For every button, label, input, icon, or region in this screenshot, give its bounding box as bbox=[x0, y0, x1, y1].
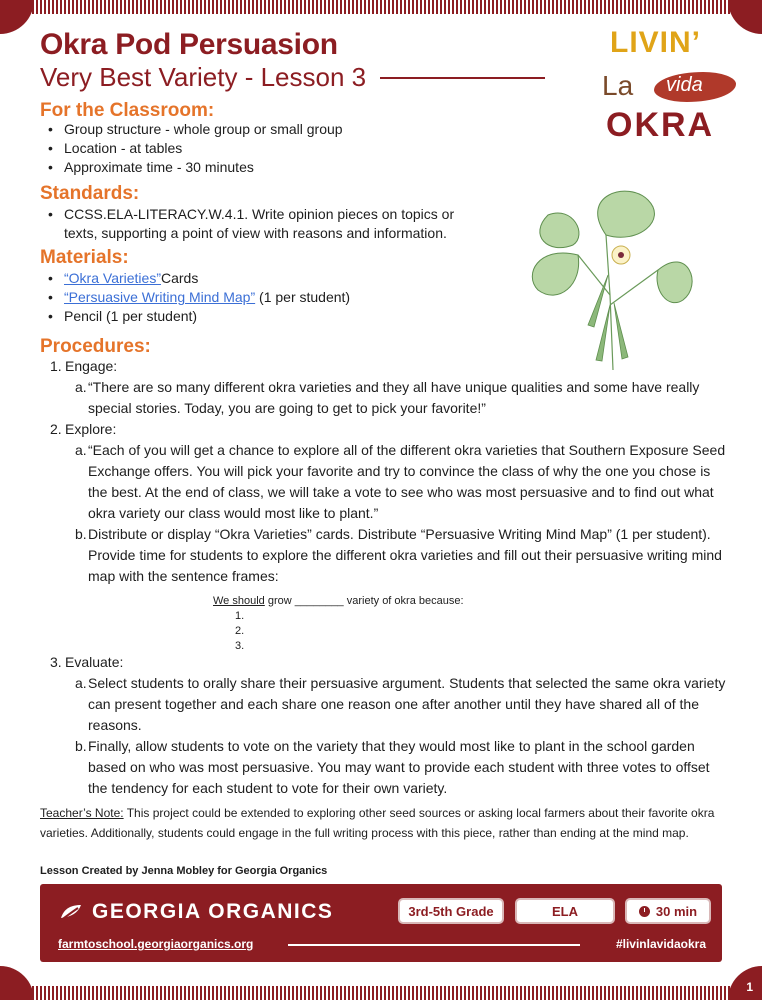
top-border-strip bbox=[0, 0, 762, 14]
procedure-step: 1. Engage: bbox=[50, 358, 118, 374]
grade-badge: 3rd-5th Grade bbox=[398, 898, 504, 924]
list-item: 1. bbox=[235, 610, 245, 622]
footer-rule bbox=[288, 944, 580, 946]
page-subtitle: Very Best Variety - Lesson 3 bbox=[40, 62, 367, 92]
classroom-list bbox=[46, 120, 343, 177]
procedures-heading: Procedures: bbox=[40, 336, 151, 357]
logo-line-2b: vida bbox=[666, 74, 703, 96]
procedure-substep: a. “Each of you will get a chance to explore all of the different okra varieties that Southern Exposure Seed Exchange offers. You will pick your favorite and try to convince the class of why the one you chose is the best. At the end of class, we will take a vote to see who was most persuasive and to find out what okra variety our class would most like to plant.” bbox=[75, 442, 726, 521]
subtitle-rule bbox=[380, 77, 545, 79]
footer-hashtag: #livinlavidaokra bbox=[615, 937, 706, 951]
frame-list bbox=[213, 609, 730, 654]
time-badge: 30 min bbox=[625, 898, 711, 924]
procedure-substep: b. Finally, allow students to vote on the variety that they would most like to plant in the school garden based on who was most persuasive. You may want to provide each student with three votes to offset the tendency for each student to vote for their own variety. bbox=[75, 738, 710, 796]
sprout-icon bbox=[58, 902, 84, 922]
list-item: • CCSS.ELA-LITERACY.W.4.1. Write opinion pieces on topics or texts, supporting a point of view with reasons and information. bbox=[46, 205, 486, 243]
subtitle-row bbox=[40, 62, 545, 93]
procedure-substep: b. Distribute or display “Okra Varieties” cards. Distribute “Persuasive Writing Mind Map” (1 per student). Provide time for students to explore the different okra varieties and fill out their persuasive writing mind map with the sentence frames: bbox=[75, 526, 722, 584]
okra-varieties-link[interactable]: “Okra Varieties” bbox=[64, 270, 161, 286]
teachers-note: Teacher’s Note: This project could be extended to exploring other seed sources or asking local farmers about their favorite okra varieties. Additionally, students could engage in the full writing process with this piece, rather than ending at the mind map. bbox=[40, 806, 715, 840]
list-item: 3. bbox=[235, 640, 245, 652]
procedure-step: 2. Explore: bbox=[50, 421, 117, 437]
okra-plant-illustration bbox=[518, 175, 703, 370]
note-label: Teacher’s Note: bbox=[40, 806, 124, 820]
corner-decoration bbox=[728, 966, 762, 1000]
corner-decoration bbox=[0, 0, 34, 34]
materials-heading: Materials: bbox=[40, 247, 129, 268]
classroom-heading: For the Classroom: bbox=[40, 100, 215, 121]
livin-la-vida-okra-logo bbox=[602, 26, 742, 146]
list-item: • Pencil (1 per student) bbox=[46, 307, 350, 326]
logo-line-3: OKRA bbox=[606, 106, 715, 144]
list-item: • Group structure - whole group or small group bbox=[46, 120, 343, 139]
procedure-substep: a. “There are so many different okra varieties and they all have unique qualities and some have really special stories. Today, you are going to get to pick your favorite!” bbox=[75, 379, 700, 416]
list-item: • Location - at tables bbox=[46, 139, 343, 158]
list-item: • “Persuasive Writing Mind Map” (1 per student) bbox=[46, 288, 350, 307]
footer-banner bbox=[40, 884, 722, 962]
corner-decoration bbox=[0, 966, 34, 1000]
clock-icon bbox=[639, 906, 650, 917]
logo-line-1: LIVIN’ bbox=[610, 26, 702, 59]
list-item: • Approximate time - 30 minutes bbox=[46, 158, 343, 177]
step-label: Explore: bbox=[65, 421, 117, 437]
bottom-border-strip bbox=[0, 986, 762, 1000]
lesson-credit: Lesson Created by Jenna Mobley for Georgia Organics bbox=[40, 865, 328, 877]
page-title: Okra Pod Persuasion bbox=[40, 28, 338, 61]
materials-list bbox=[46, 269, 350, 326]
procedure-step: 3. Evaluate: bbox=[50, 654, 124, 670]
georgia-organics-brand: GEORGIA ORGANICS bbox=[58, 900, 333, 924]
logo-line-2a: La bbox=[602, 70, 634, 101]
procedures-list bbox=[50, 356, 730, 799]
step-label: Evaluate: bbox=[65, 654, 124, 670]
step-label: Engage: bbox=[65, 358, 118, 374]
procedure-substep: a. Select students to orally share their persuasive argument. Students that selected the same okra variety can present together and each share one reason one after another until they have shared all of the reasons. bbox=[75, 675, 726, 733]
list-item: 2. bbox=[235, 625, 245, 637]
mind-map-link[interactable]: “Persuasive Writing Mind Map” bbox=[64, 289, 256, 305]
standards-list bbox=[46, 205, 486, 243]
sentence-frame: We should grow ________ variety of okra because: 1. 2. 3. bbox=[213, 594, 730, 654]
list-item: • “Okra Varieties”Cards bbox=[46, 269, 350, 288]
subject-badge: ELA bbox=[515, 898, 615, 924]
standards-heading: Standards: bbox=[40, 183, 140, 204]
page-number: 1 bbox=[746, 980, 753, 994]
footer-website-link[interactable]: farmtoschool.georgiaorganics.org bbox=[58, 937, 254, 951]
